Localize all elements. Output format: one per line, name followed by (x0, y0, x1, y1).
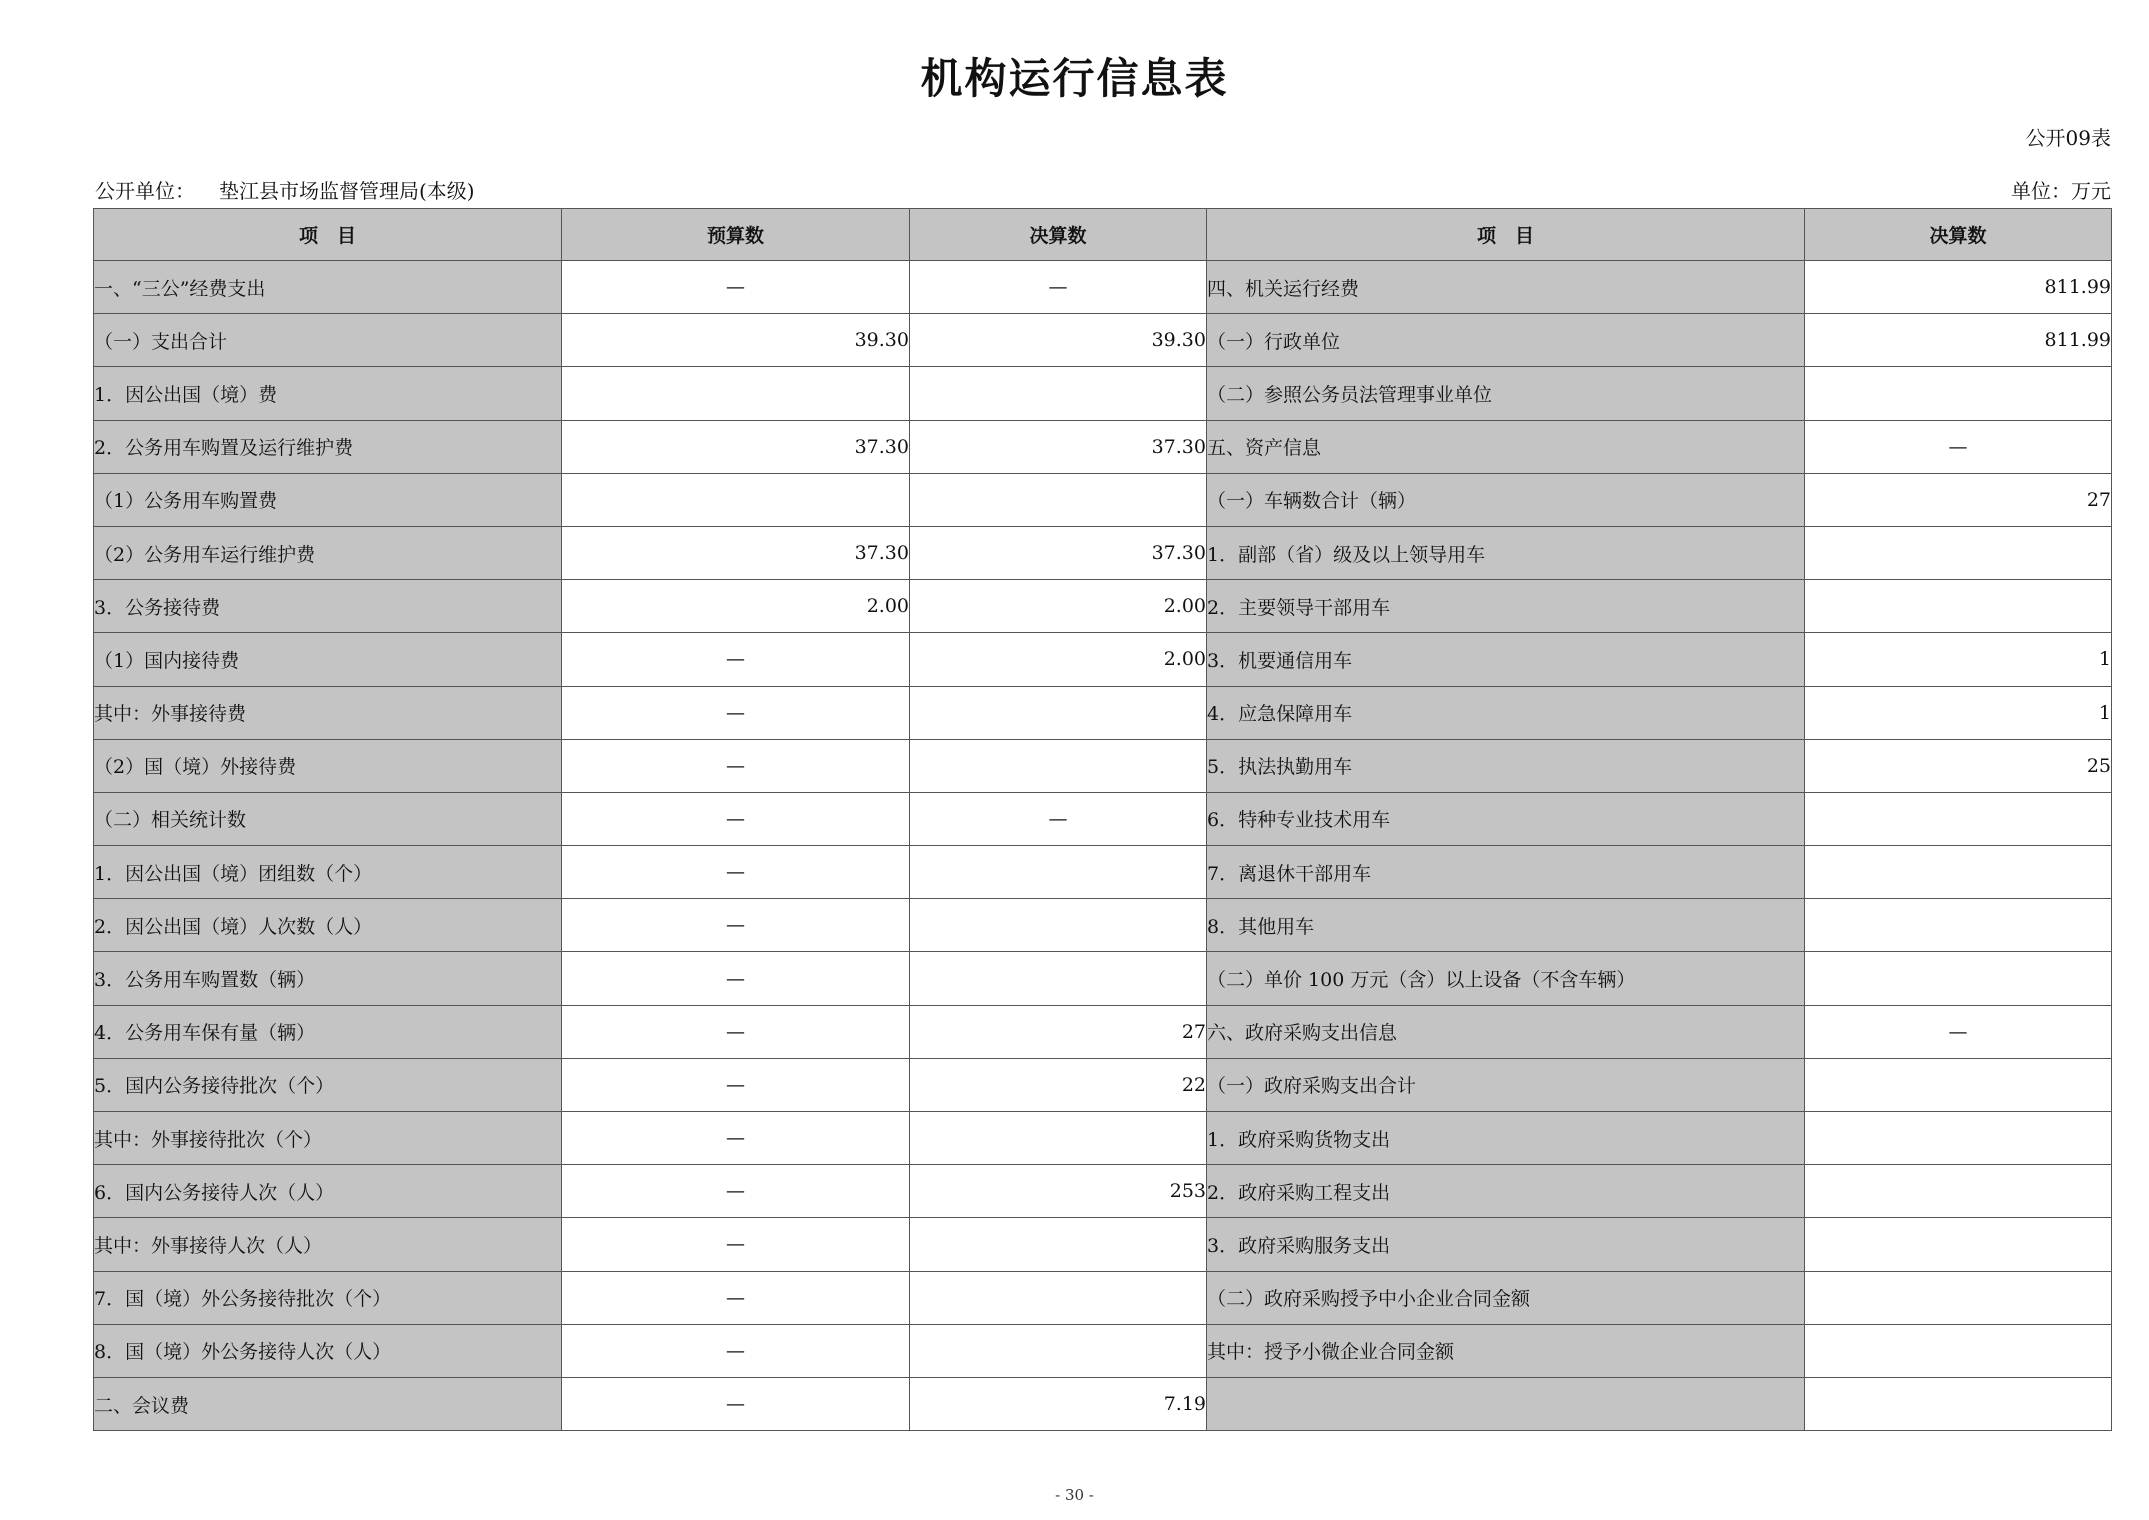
budget-cell (562, 367, 910, 420)
right-final-cell (1805, 1165, 2112, 1218)
final-cell (910, 846, 1207, 899)
final-cell: 22 (910, 1058, 1207, 1111)
right-item-cell: 3．政府采购服务支出 (1207, 1218, 1805, 1271)
right-item-cell: 7．离退休干部用车 (1207, 846, 1805, 899)
budget-cell: 2.00 (562, 580, 910, 633)
right-item-cell: 6．特种专业技术用车 (1207, 792, 1805, 845)
final-cell (910, 1271, 1207, 1324)
right-final-cell: 25 (1805, 739, 2112, 792)
table-row (94, 686, 2112, 739)
budget-cell: — (562, 1005, 910, 1058)
header-budget: 预算数 (562, 209, 910, 261)
right-final-cell: 1 (1805, 633, 2112, 686)
right-item-cell (1207, 1377, 1805, 1430)
right-final-cell: — (1805, 1005, 2112, 1058)
budget-cell: — (562, 846, 910, 899)
right-final-cell (1805, 367, 2112, 420)
reporting-unit-name: 垫江县市场监督管理局(本级) (219, 179, 475, 203)
budget-cell: 39.30 (562, 314, 910, 367)
right-item-cell: 其中：授予小微企业合同金额 (1207, 1324, 1805, 1377)
table-row (94, 367, 2112, 420)
table-row (94, 1165, 2112, 1218)
final-cell (910, 367, 1207, 420)
right-final-cell: 811.99 (1805, 314, 2112, 367)
header-final-left: 决算数 (910, 209, 1207, 261)
right-final-cell: 811.99 (1805, 261, 2112, 314)
currency-unit: 单位：万元 (2011, 179, 2111, 203)
right-final-cell (1805, 1377, 2112, 1430)
right-final-cell (1805, 1112, 2112, 1165)
table-row (94, 420, 2112, 473)
budget-cell (562, 473, 910, 526)
table-row (94, 1218, 2112, 1271)
final-cell: 39.30 (910, 314, 1207, 367)
right-final-cell (1805, 1218, 2112, 1271)
right-item-cell: （二）单价 100 万元（含）以上设备（不含车辆） (1207, 952, 1805, 1005)
right-final-cell: — (1805, 420, 2112, 473)
budget-cell: — (562, 1218, 910, 1271)
left-item-cell: 1．因公出国（境）费 (94, 367, 562, 420)
final-cell (910, 473, 1207, 526)
budget-cell: — (562, 633, 910, 686)
final-cell: 7.19 (910, 1377, 1207, 1430)
final-cell: 37.30 (910, 420, 1207, 473)
header-item-right: 项 目 (1207, 209, 1805, 261)
header-item-left: 项 目 (94, 209, 562, 261)
budget-cell: — (562, 686, 910, 739)
right-item-cell: 六、政府采购支出信息 (1207, 1005, 1805, 1058)
table-row (94, 1112, 2112, 1165)
final-cell: — (910, 261, 1207, 314)
table-row (94, 792, 2112, 845)
right-item-cell: 3．机要通信用车 (1207, 633, 1805, 686)
right-final-cell: 1 (1805, 686, 2112, 739)
budget-cell: — (562, 792, 910, 845)
final-cell: 37.30 (910, 526, 1207, 579)
right-item-cell: 8．其他用车 (1207, 899, 1805, 952)
table-row (94, 1377, 2112, 1430)
reporting-unit-label: 公开单位： (95, 179, 195, 203)
budget-cell: — (562, 1058, 910, 1111)
left-item-cell: （1）国内接待费 (94, 633, 562, 686)
table-row (94, 633, 2112, 686)
left-item-cell: （二）相关统计数 (94, 792, 562, 845)
right-final-cell: 27 (1805, 473, 2112, 526)
budget-cell: — (562, 1112, 910, 1165)
left-item-cell: （1）公务用车购置费 (94, 473, 562, 526)
budget-cell: — (562, 1324, 910, 1377)
budget-cell: 37.30 (562, 420, 910, 473)
budget-cell: — (562, 739, 910, 792)
final-cell (910, 1324, 1207, 1377)
left-item-cell: 2．因公出国（境）人次数（人） (94, 899, 562, 952)
left-item-cell: （2）国（境）外接待费 (94, 739, 562, 792)
table-row (94, 952, 2112, 1005)
budget-cell: — (562, 899, 910, 952)
right-item-cell: （一）车辆数合计（辆） (1207, 473, 1805, 526)
final-cell (910, 1112, 1207, 1165)
final-cell (910, 739, 1207, 792)
table-row (94, 473, 2112, 526)
right-final-cell (1805, 846, 2112, 899)
right-item-cell: 五、资产信息 (1207, 420, 1805, 473)
final-cell: 27 (910, 1005, 1207, 1058)
final-cell (910, 899, 1207, 952)
budget-cell: 37.30 (562, 526, 910, 579)
header-row (94, 209, 2112, 261)
budget-cell: — (562, 1377, 910, 1430)
page-title: 机构运行信息表 (920, 54, 1229, 103)
final-cell: 253 (910, 1165, 1207, 1218)
budget-cell: — (562, 1165, 910, 1218)
right-item-cell: （二）参照公务员法管理事业单位 (1207, 367, 1805, 420)
final-cell (910, 1218, 1207, 1271)
table-row (94, 580, 2112, 633)
budget-cell: — (562, 261, 910, 314)
budget-cell: — (562, 1271, 910, 1324)
info-table (93, 208, 2112, 1431)
left-item-cell: 5．国内公务接待批次（个） (94, 1058, 562, 1111)
right-final-cell (1805, 1058, 2112, 1111)
right-item-cell: 1．副部（省）级及以上领导用车 (1207, 526, 1805, 579)
table-row (94, 1005, 2112, 1058)
right-item-cell: （一）政府采购支出合计 (1207, 1058, 1805, 1111)
left-item-cell: 8．国（境）外公务接待人次（人） (94, 1324, 562, 1377)
right-item-cell: 5．执法执勤用车 (1207, 739, 1805, 792)
right-final-cell (1805, 792, 2112, 845)
form-number: 公开09表 (2025, 126, 2111, 150)
budget-cell: — (562, 952, 910, 1005)
right-item-cell: （二）政府采购授予中小企业合同金额 (1207, 1271, 1805, 1324)
right-item-cell: 四、机关运行经费 (1207, 261, 1805, 314)
right-final-cell (1805, 526, 2112, 579)
left-item-cell: 二、会议费 (94, 1377, 562, 1430)
table-row (94, 526, 2112, 579)
table-row (94, 1324, 2112, 1377)
right-final-cell (1805, 1324, 2112, 1377)
table-row (94, 846, 2112, 899)
right-item-cell: （一）行政单位 (1207, 314, 1805, 367)
right-item-cell: 4．应急保障用车 (1207, 686, 1805, 739)
table-row (94, 1271, 2112, 1324)
left-item-cell: 其中：外事接待批次（个） (94, 1112, 562, 1165)
table-row (94, 261, 2112, 314)
left-item-cell: 1．因公出国（境）团组数（个） (94, 846, 562, 899)
table-row (94, 1058, 2112, 1111)
right-item-cell: 1．政府采购货物支出 (1207, 1112, 1805, 1165)
table-row (94, 739, 2112, 792)
left-item-cell: 其中：外事接待人次（人） (94, 1218, 562, 1271)
table-row (94, 899, 2112, 952)
left-item-cell: 7．国（境）外公务接待批次（个） (94, 1271, 562, 1324)
final-cell (910, 952, 1207, 1005)
final-cell: — (910, 792, 1207, 845)
left-item-cell: 3．公务接待费 (94, 580, 562, 633)
left-item-cell: 4．公务用车保有量（辆） (94, 1005, 562, 1058)
final-cell: 2.00 (910, 580, 1207, 633)
page-number: - 30 - (1055, 1486, 1094, 1504)
left-item-cell: 6．国内公务接待人次（人） (94, 1165, 562, 1218)
right-final-cell (1805, 899, 2112, 952)
final-cell: 2.00 (910, 633, 1207, 686)
left-item-cell: （一）支出合计 (94, 314, 562, 367)
right-item-cell: 2．主要领导干部用车 (1207, 580, 1805, 633)
header-final-right: 决算数 (1805, 209, 2112, 261)
right-final-cell (1805, 952, 2112, 1005)
right-final-cell (1805, 580, 2112, 633)
final-cell (910, 686, 1207, 739)
reporting-unit (95, 175, 475, 204)
left-item-cell: （2）公务用车运行维护费 (94, 526, 562, 579)
left-item-cell: 其中：外事接待费 (94, 686, 562, 739)
left-item-cell: 2．公务用车购置及运行维护费 (94, 420, 562, 473)
left-item-cell: 3．公务用车购置数（辆） (94, 952, 562, 1005)
right-final-cell (1805, 1271, 2112, 1324)
left-item-cell: 一、“三公”经费支出 (94, 261, 562, 314)
table-row (94, 314, 2112, 367)
right-item-cell: 2．政府采购工程支出 (1207, 1165, 1805, 1218)
